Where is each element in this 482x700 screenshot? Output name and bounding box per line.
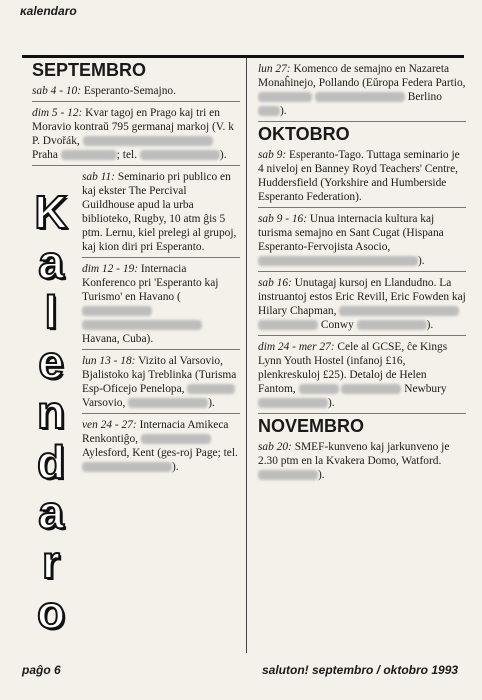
entry-date: dim 5 - 12:: [32, 107, 83, 119]
entry-date: sab 20:: [258, 441, 292, 453]
vertical-letter: l: [44, 286, 58, 338]
entry-date: sab 16:: [258, 277, 292, 289]
entry-text: ).: [318, 469, 325, 481]
entry-text: Praha: [32, 149, 58, 161]
page-number: paĝo 6: [22, 663, 61, 677]
entry-text: ).: [172, 461, 179, 473]
right-column: [258, 60, 466, 487]
calendar-entry: [258, 146, 466, 208]
section-heading: OKTOBRO: [258, 124, 350, 144]
calendar-entry: [82, 168, 240, 258]
running-header: ĸalendaro: [20, 4, 77, 18]
entry-date: dim 24 - mer 27:: [258, 341, 335, 353]
entry-text: Varsovio,: [82, 397, 126, 409]
entry-text: ).: [426, 319, 434, 331]
section-heading: SEPTEMBRO: [32, 60, 147, 80]
section-heading: NOVEMBRO: [258, 416, 365, 436]
redacted-address: [258, 256, 418, 266]
calendar-entry: [258, 210, 466, 272]
redacted-address: [258, 320, 318, 330]
entry-text: Vizito al Varsovio, Bjalistoko kaj Treblinka (Turisma Esp-Oficejo Penelopa,: [82, 355, 237, 395]
entry-text: Havana, Cuba).: [82, 333, 154, 345]
redacted-phone: [82, 462, 172, 472]
calendar-entry: [82, 260, 240, 350]
redacted-address: [339, 306, 459, 316]
calendar-entry: [32, 104, 240, 166]
redacted-phone: [357, 320, 427, 330]
entry-text: ).: [418, 255, 425, 267]
calendar-entry: [82, 416, 240, 477]
redacted-phone: [258, 398, 328, 408]
entry-date: lun 27:: [258, 63, 291, 75]
left-column: [32, 60, 240, 479]
calendar-entry: [258, 338, 466, 414]
entry-text: ).: [219, 149, 227, 161]
entry-text: ; tel.: [116, 149, 138, 161]
calendar-entry: [258, 438, 466, 485]
vertical-letter: r: [42, 536, 60, 588]
vertical-letter: d: [36, 436, 66, 488]
redacted-address: [128, 398, 208, 408]
entry-text: Seminario pri publico en kaj ekster The Percival Guildhouse apud la urba biblioteko, Rugby, 10 atm ĝis 5 ptm. Lernu, kiel prelegi al grupoj, kaj kion diri pri Esperanto.: [82, 171, 237, 253]
entry-date: sab 4 - 10:: [32, 85, 82, 97]
entry-text: Kvar tagoj en Prago kaj tri en Moravio kontraŭ 795 germanaj markoj (V. k P. Dvořák,: [32, 107, 234, 147]
entry-text: Conwy: [320, 319, 354, 331]
redacted-address: [61, 150, 117, 160]
vertical-letter: a: [38, 236, 64, 288]
entry-text: Cele al GCSE, ĉe Kings Lynn Youth Hostel (infanoj £16, plenkreskuloj £25). Detaloj de Helen Fantom,: [258, 341, 448, 395]
entry-text: (: [176, 291, 181, 303]
entry-date: sab 9 - 16:: [258, 213, 308, 225]
entry-date: dim 12 - 19:: [82, 263, 138, 275]
vertical-letter: e: [38, 336, 64, 388]
column-divider: [246, 58, 247, 653]
entry-text: Newbury: [404, 383, 447, 395]
redacted-address: [83, 136, 213, 146]
redacted-address: [82, 320, 202, 330]
redacted-phone: [140, 150, 220, 160]
redacted-address: [341, 384, 401, 394]
vertical-letter: K: [34, 186, 68, 238]
entry-date: sab 11:: [82, 171, 116, 183]
vertical-letter: o: [36, 586, 66, 638]
entry-text: Internacia Amikeca Renkontiĝo,: [82, 419, 229, 445]
redacted-phone: [258, 106, 280, 116]
redacted-address: [299, 384, 339, 394]
redacted-address: [315, 92, 405, 102]
entry-date: sab 9:: [258, 149, 287, 161]
issue-info: saluton! septembro / oktobro 1993: [262, 663, 459, 677]
entry-date: ven 24 - 27:: [82, 419, 137, 431]
entry-text: ).: [328, 397, 335, 409]
entry-text: Internacia Konferenco pri 'Esperanto kaj Turismo' en Havano: [82, 263, 219, 303]
entry-text: Aylesford, Kent (ges-roj Page; tel.: [82, 447, 238, 459]
entry-date: lun 13 - 18:: [82, 355, 136, 367]
redacted-phone: [258, 470, 318, 480]
entry-text: Unua internacia kultura kaj turisma semajno en Sant Cugat (Hispana Esperanto-Fervojista Asocio,: [258, 213, 444, 253]
header-rule: [22, 55, 464, 58]
calendar-entry: [32, 82, 240, 102]
calendar-entry: [258, 60, 466, 122]
entry-text: Esperanto-Tago. Tuttaga seminario je 4 niveloj en Banney Royd Teachers' Centre, Huddersfield (Yorkshire and Humberside Esperanto Federation).: [258, 149, 460, 203]
calendar-entry: [258, 274, 466, 336]
entry-text: Komenco de semajno en Nazareta Monaĥinejo, Pollando (Eŭropa Federa Partio,: [258, 63, 466, 89]
entry-text: ).: [280, 105, 287, 117]
entry-text: Berlino: [407, 91, 442, 103]
redacted-address: [82, 306, 152, 316]
entry-text: ).: [208, 397, 215, 409]
entry-text: Unutagaj kursoj en Llandudno. La instruantoj estos Eric Revill, Eric Fowden kaj Hilary Chapman,: [258, 277, 466, 317]
entry-text: SMEF-kunveno kaj jarkunveno je 2.30 ptm en la Kvakera Domo, Watford.: [258, 441, 450, 467]
entry-text: Esperanto-Semajno.: [81, 85, 176, 97]
calendar-entry: [82, 352, 240, 414]
redacted-address: [141, 434, 211, 444]
redacted-address: [258, 92, 312, 102]
vertical-letter: a: [38, 486, 64, 538]
redacted-address: [187, 384, 235, 394]
vertical-letter: n: [36, 386, 66, 438]
